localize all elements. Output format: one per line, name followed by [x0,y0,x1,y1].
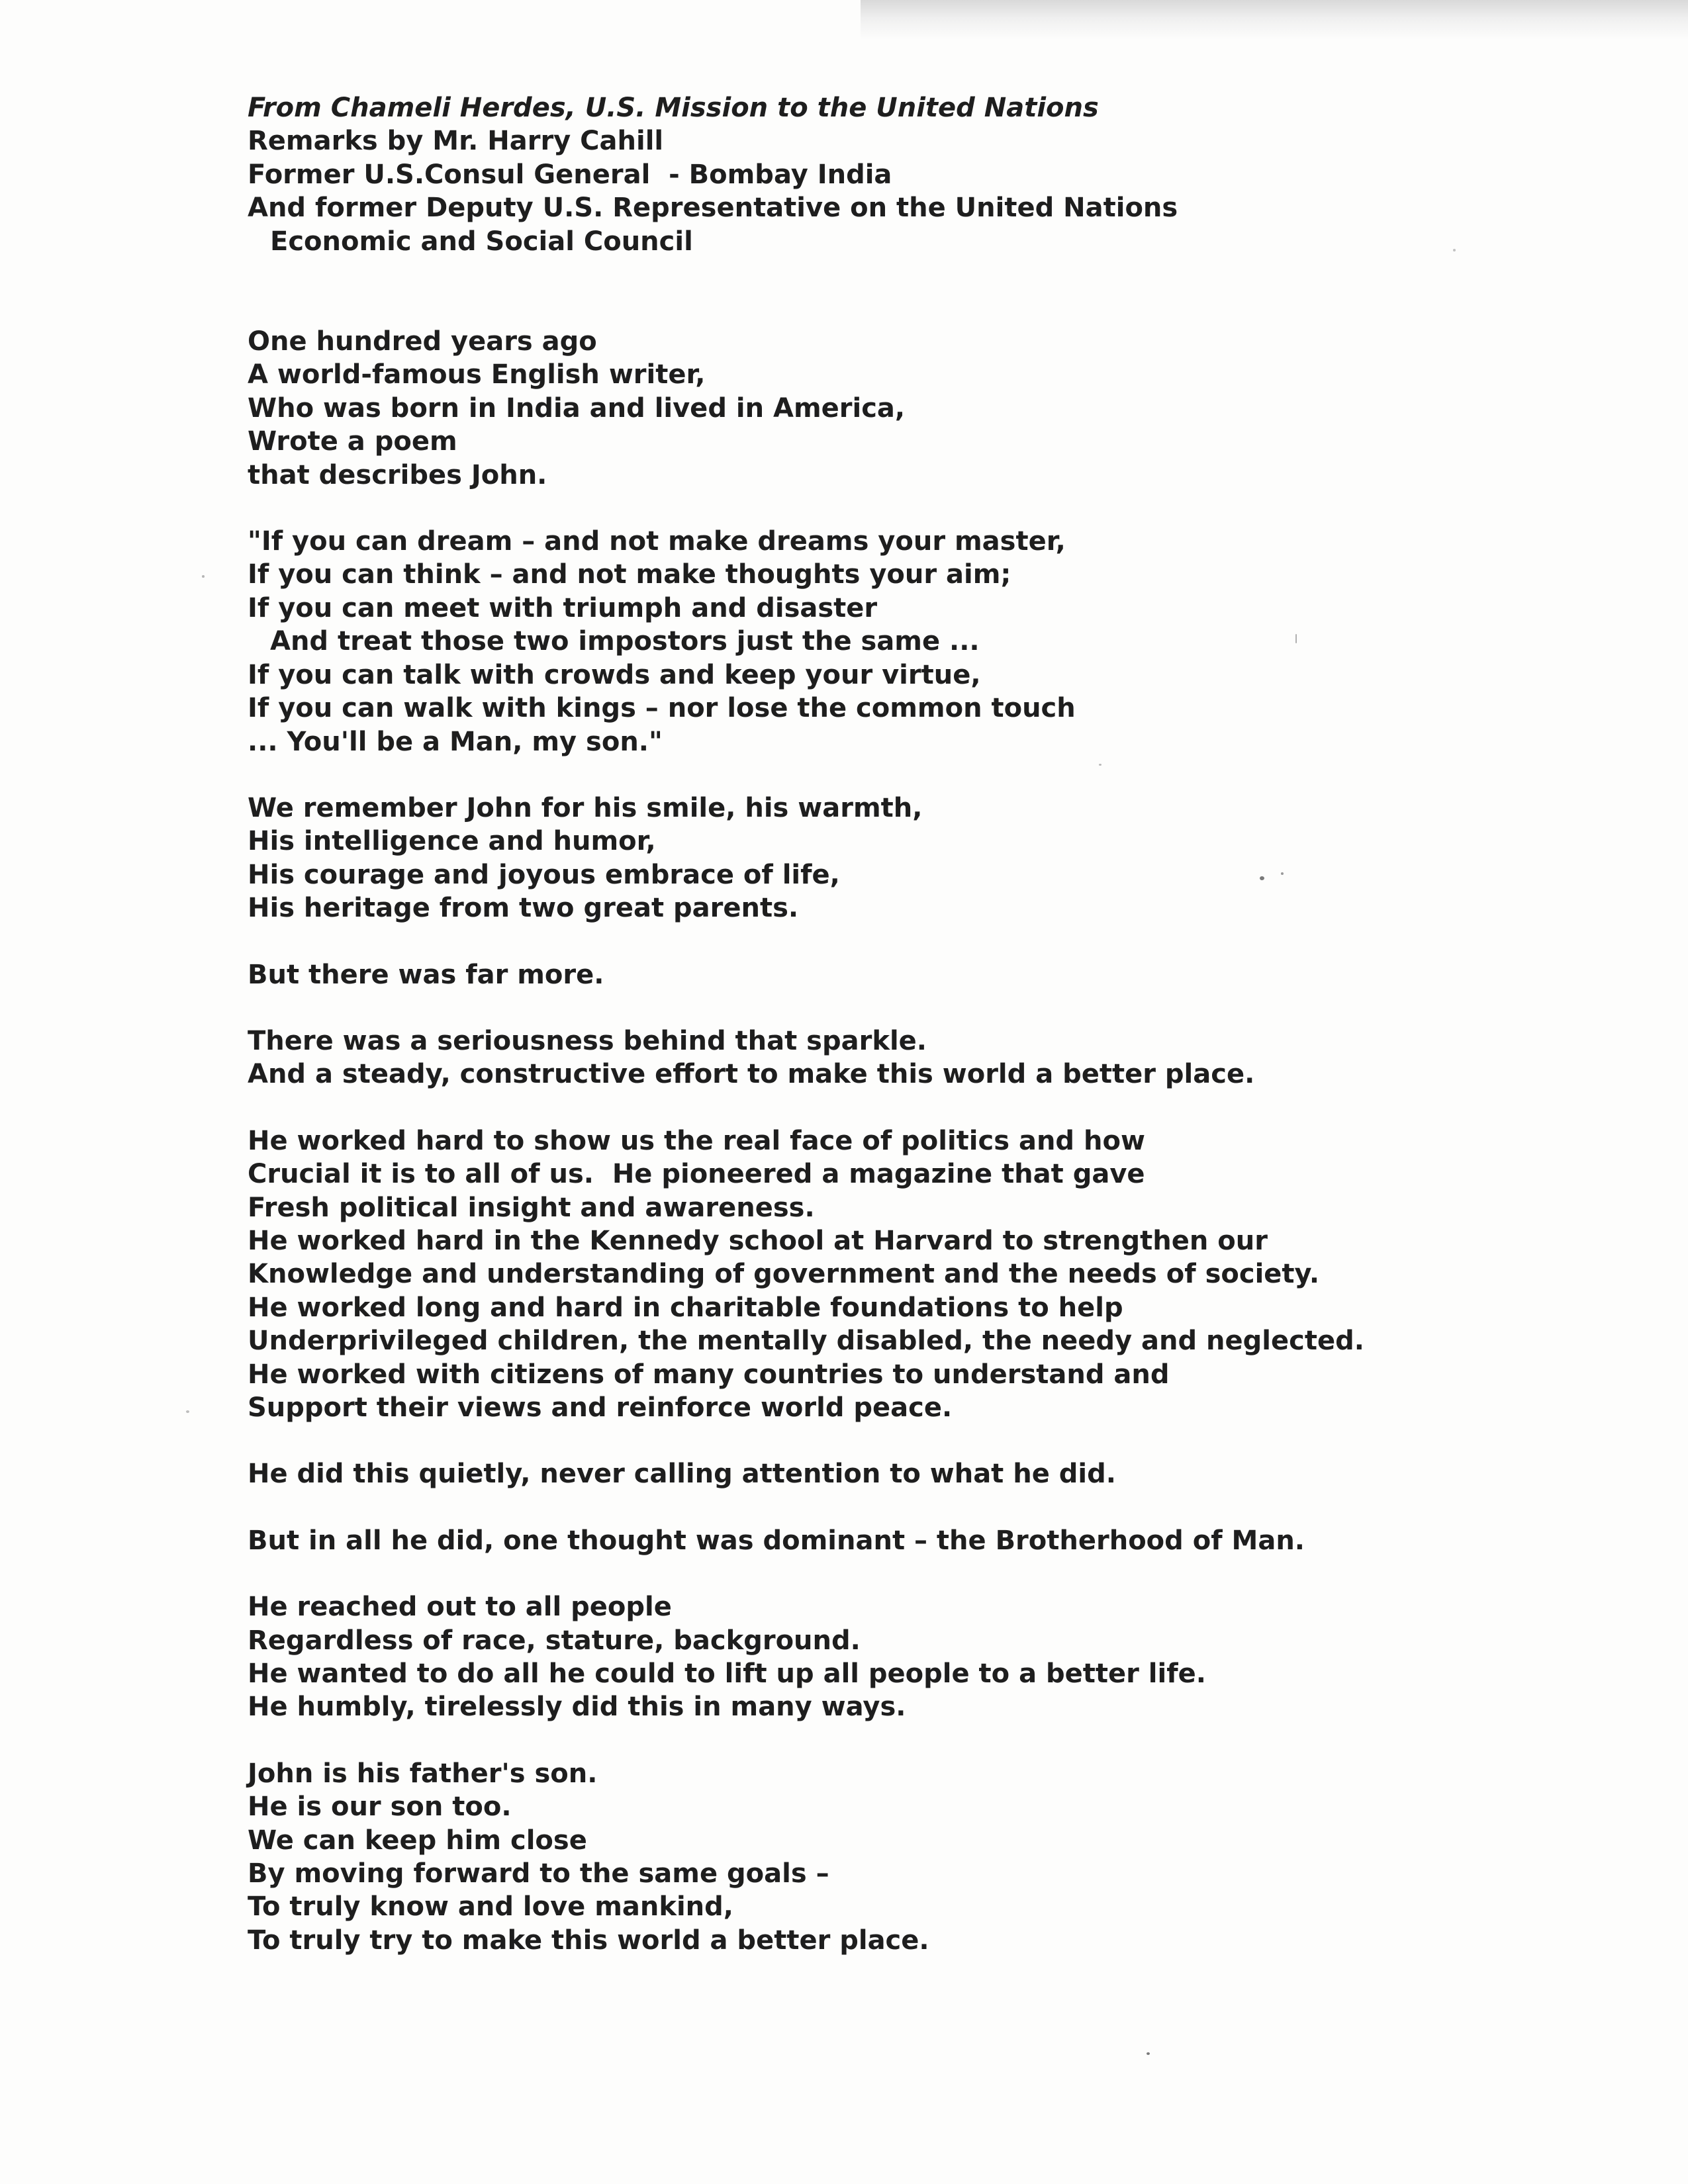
text-line: He humbly, tirelessly did this in many ways. [248,1692,906,1723]
text-line: A world-famous English writer, [248,359,706,390]
former-role-line: Former U.S.Consul General - Bombay India [248,159,892,190]
scan-edge-shadow [861,0,1688,40]
deputy-role-line: And former Deputy U.S. Representative on the United Nations [248,193,1178,224]
quote-line: If you can meet with triumph and disaster [248,592,878,623]
section-gap [248,258,1571,325]
text-line: Crucial it is to all of us. He pioneered a magazine that gave [248,1159,1145,1190]
quote-line: If you can think – and not make thoughts your aim; [248,559,1011,590]
stanza-poem-quote [248,525,1571,758]
text-line: His courage and joyous embrace of life, [248,859,840,890]
scan-speck [202,575,205,578]
stanza-remember [248,792,1571,925]
text-line: Support their views and reinforce world peace. [248,1392,953,1423]
quote-line: "If you can dream – and not make dreams your master, [248,526,1066,557]
stanza-closing [248,1757,1571,1957]
text-line: He reached out to all people [248,1592,672,1623]
text-line: He worked with citizens of many countries to understand and [248,1359,1170,1390]
remarks-text [248,91,1571,1957]
stanza-gap [248,925,1571,958]
quote-line: If you can talk with crowds and keep your virtue, [248,659,981,690]
text-line: But in all he did, one thought was dominant – the Brotherhood of Man. [248,1525,1305,1556]
scan-speck [1453,249,1456,251]
header-block [248,91,1571,258]
quote-line: ... You'll be a Man, my son." [248,726,663,757]
text-line: He worked long and hard in charitable foundations to help [248,1292,1123,1323]
quote-line: And treat those two impostors just the same ... [270,626,980,657]
text-line: Underprivileged children, the mentally disabled, the needy and neglected. [248,1326,1364,1357]
stanza-gap [248,492,1571,525]
text-line: Regardless of race, stature, background. [248,1625,861,1656]
scan-speck [1147,2052,1150,2055]
text-line: His heritage from two great parents. [248,893,799,924]
text-line: There was a seriousness behind that sparkle. [248,1025,927,1056]
stanza-gap [248,991,1571,1024]
text-line: He wanted to do all he could to lift up all people to a better life. [248,1659,1206,1690]
text-line: John is his father's son. [248,1758,598,1789]
scan-speck [186,1410,189,1413]
text-line: By moving forward to the same goals – [248,1858,829,1889]
text-line: We can keep him close [248,1825,587,1856]
stanza-gap [248,1491,1571,1524]
stanza-gap [248,1091,1571,1124]
stanza-gap [248,758,1571,792]
stanza-gap [248,1424,1571,1457]
text-line: Wrote a poem [248,426,457,457]
text-line: We remember John for his smile, his warmth, [248,792,923,823]
text-line: that describes John. [248,459,547,490]
stanza-reached-out [248,1590,1571,1724]
source-line: From Chameli Herdes, U.S. Mission to the United Nations [248,93,1099,123]
text-line: His intelligence and humor, [248,826,656,857]
speaker-line: Remarks by Mr. Harry Cahill [248,126,664,157]
text-line: Who was born in India and lived in America, [248,392,906,424]
text-line: He did this quietly, never calling attention to what he did. [248,1459,1116,1490]
stanza-quietly [248,1457,1571,1490]
stanza-far-more [248,958,1571,991]
text-line: To truly know and love mankind, [248,1891,733,1923]
text-line: He worked hard to show us the real face of politics and how [248,1125,1145,1156]
text-line: He worked hard in the Kennedy school at Harvard to strengthen our [248,1225,1268,1256]
stanza-intro [248,325,1571,492]
text-line: But there was far more. [248,959,604,990]
stanza-seriousness [248,1024,1571,1091]
stanza-work [248,1124,1571,1425]
text-line: Knowledge and understanding of government and the needs of society. [248,1259,1320,1290]
scan-speck [1281,872,1284,875]
stanza-gap [248,1557,1571,1590]
text-line: And a steady, constructive effort to make this world a better place. [248,1059,1255,1090]
scan-speck [1099,764,1102,766]
scan-speck [1260,876,1264,880]
text-line: To truly try to make this world a better place. [248,1925,929,1956]
stanza-brotherhood [248,1524,1571,1557]
quote-line: If you can walk with kings – nor lose the common touch [248,693,1076,724]
council-line: Economic and Social Council [270,226,693,257]
text-line: He is our son too. [248,1792,512,1823]
text-line: Fresh political insight and awareness. [248,1192,815,1223]
text-line: One hundred years ago [248,326,597,357]
scan-speck [1295,634,1297,643]
stanza-gap [248,1724,1571,1757]
